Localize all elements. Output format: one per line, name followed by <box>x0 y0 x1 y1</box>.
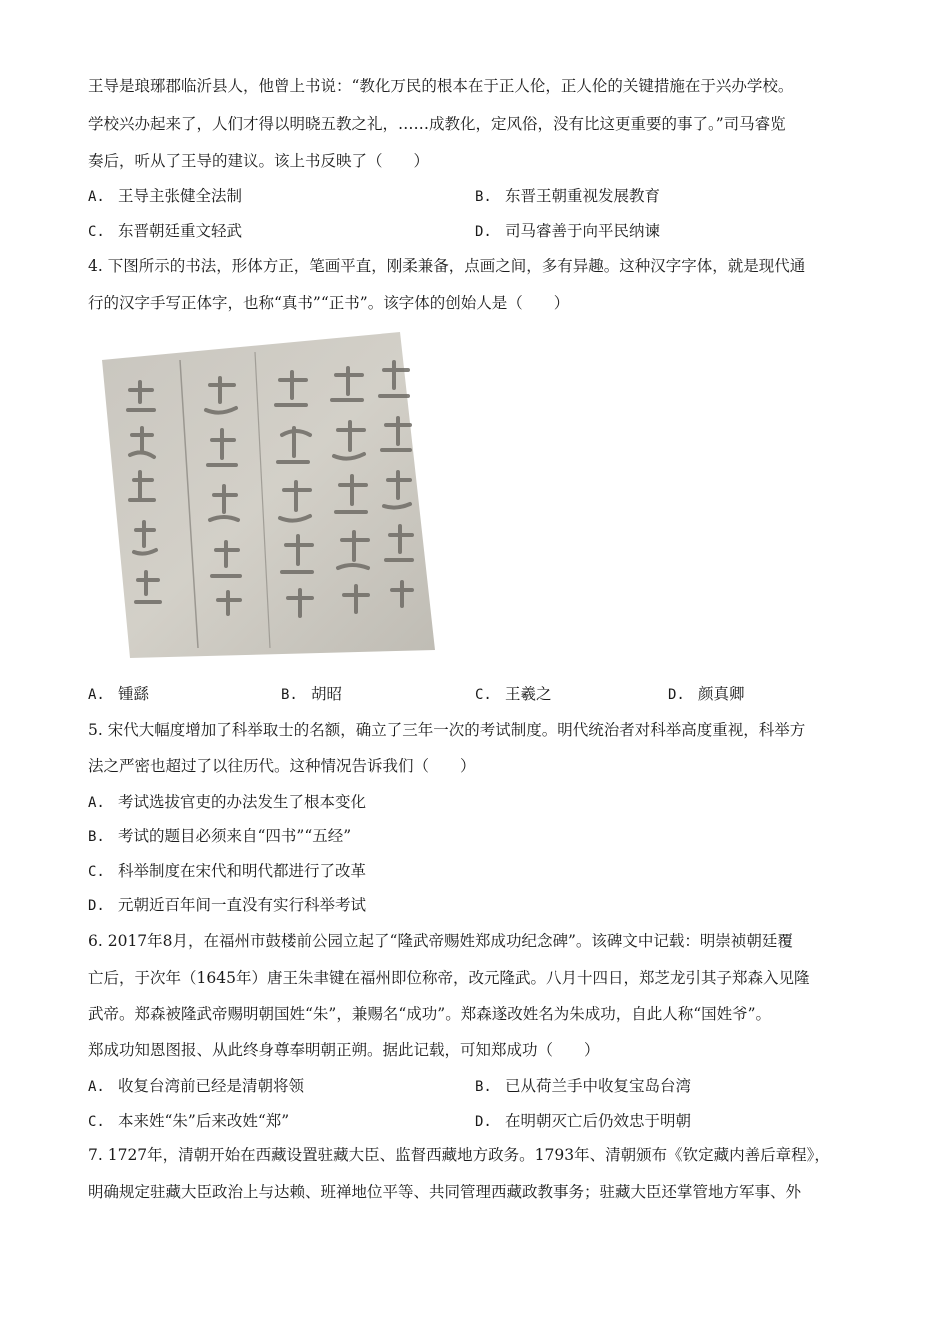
option-text: 司马睿善于向平民纳谏 <box>505 222 661 240</box>
option-text: 锺繇 <box>118 685 150 703</box>
q7-stem-line-2: 明确规定驻藏大臣政治上与达赖、班禅地位平等、共同管理西藏政教事务；驻藏大臣还掌管地方军事、外 <box>88 1183 802 1201</box>
q4-stem-line-2: 行的汉字手写正体字，也称“真书”“正书”。该字体的创始人是（ ） <box>88 294 570 312</box>
option-text: 东晋王朝重视发展教育 <box>505 187 661 205</box>
q6-option-a[interactable] <box>88 1076 304 1097</box>
option-text: 王导主张健全法制 <box>118 187 243 205</box>
option-letter: D. <box>668 687 685 703</box>
q3-option-b[interactable] <box>475 186 660 207</box>
q4-option-b[interactable] <box>281 684 342 705</box>
option-letter: B. <box>88 829 105 845</box>
option-text: 在明朝灭亡后仍效忠于明朝 <box>505 1112 692 1130</box>
option-letter: B. <box>475 189 492 205</box>
q6-option-c[interactable] <box>88 1111 289 1132</box>
option-text: 王羲之 <box>505 685 552 703</box>
q5-option-d[interactable] <box>88 895 366 916</box>
option-text: 本来姓“朱”后来改姓“郑” <box>118 1112 290 1130</box>
q6-stem-line-2: 亡后，于次年（1645年）唐王朱聿键在福州即位称帝，改元隆武。八月十四日，郑芝龙引其子郑森入见隆 <box>88 969 810 987</box>
option-letter: A. <box>88 687 105 703</box>
option-letter: B. <box>475 1079 492 1095</box>
option-letter: D. <box>88 898 105 914</box>
option-letter: D. <box>475 1114 492 1130</box>
q5-option-b[interactable] <box>88 826 351 847</box>
option-letter: A. <box>88 189 105 205</box>
option-text: 胡昭 <box>311 685 343 703</box>
q6-option-d[interactable] <box>475 1111 691 1132</box>
option-letter: C. <box>88 864 105 880</box>
q5-stem-line-1: 5. 宋代大幅度增加了科举取士的名额，确立了三年一次的考试制度。明代统治者对科举高度重视，科举方 <box>88 721 806 739</box>
q3-option-a[interactable] <box>88 186 242 207</box>
q4-option-c[interactable] <box>475 684 552 705</box>
q6-stem-line-3: 武帝。郑森被隆武帝赐明朝国姓“朱”，兼赐名“成功”。郑森遂改姓名为朱成功，自此人称“国姓爷”。 <box>88 1005 772 1023</box>
q5-option-a[interactable] <box>88 792 366 813</box>
q3-stem-line-1: 王导是琅琊郡临沂县人，他曾上书说：“教化万民的根本在于正人伦，正人伦的关键措施在于兴办学校。 <box>88 77 794 95</box>
q4-stem-line-1: 4. 下图所示的书法，形体方正，笔画平直，刚柔兼备，点画之间，多有异趣。这种汉字字体，就是现代通 <box>88 257 806 275</box>
q3-stem-line-2: 学校兴办起来了，人们才得以明晓五教之礼，……成教化，定风俗，没有比这更重要的事了。”司马睿览 <box>88 115 786 133</box>
q5-option-c[interactable] <box>88 861 366 882</box>
option-text: 考试的题目必须来自“四书”“五经” <box>118 827 352 845</box>
option-text: 收复台湾前已经是清朝将领 <box>118 1077 305 1095</box>
q5-stem-line-2: 法之严密也超过了以往历代。这种情况告诉我们（ ） <box>88 757 476 775</box>
option-text: 东晋朝廷重文轻武 <box>118 222 243 240</box>
option-letter: D. <box>475 224 492 240</box>
q4-option-d[interactable] <box>668 684 745 705</box>
option-letter: A. <box>88 795 105 811</box>
option-text: 考试选拔官吏的办法发生了根本变化 <box>118 793 367 811</box>
option-letter: C. <box>88 1114 105 1130</box>
option-text: 元朝近百年间一直没有实行科举考试 <box>118 896 367 914</box>
q3-option-d[interactable] <box>475 221 660 242</box>
option-letter: C. <box>475 687 492 703</box>
option-letter: B. <box>281 687 298 703</box>
option-letter: C. <box>88 224 105 240</box>
q6-option-b[interactable] <box>475 1076 691 1097</box>
q3-stem-line-3: 奏后，听从了王导的建议。该上书反映了（ ） <box>88 152 430 170</box>
q6-stem-line-1: 6. 2017年8月，在福州市鼓楼前公园立起了“隆武帝赐姓郑成功纪念碑”。该碑文中记载：明崇祯朝廷覆 <box>88 932 793 950</box>
calligraphy-photo <box>100 330 437 660</box>
q6-stem-line-4: 郑成功知恩图报、从此终身尊奉明朝正朔。据此记载，可知郑成功（ ） <box>88 1041 600 1059</box>
q4-option-a[interactable] <box>88 684 149 705</box>
option-letter: A. <box>88 1079 105 1095</box>
q3-option-c[interactable] <box>88 221 242 242</box>
option-text: 科举制度在宋代和明代都进行了改革 <box>118 862 367 880</box>
option-text: 已从荷兰手中收复宝岛台湾 <box>505 1077 692 1095</box>
q7-stem-line-1: 7. 1727年，清朝开始在西藏设置驻藏大臣、监督西藏地方政务。1793年、清朝颁布《钦定藏内善后章程》， <box>88 1146 830 1164</box>
option-text: 颜真卿 <box>698 685 745 703</box>
